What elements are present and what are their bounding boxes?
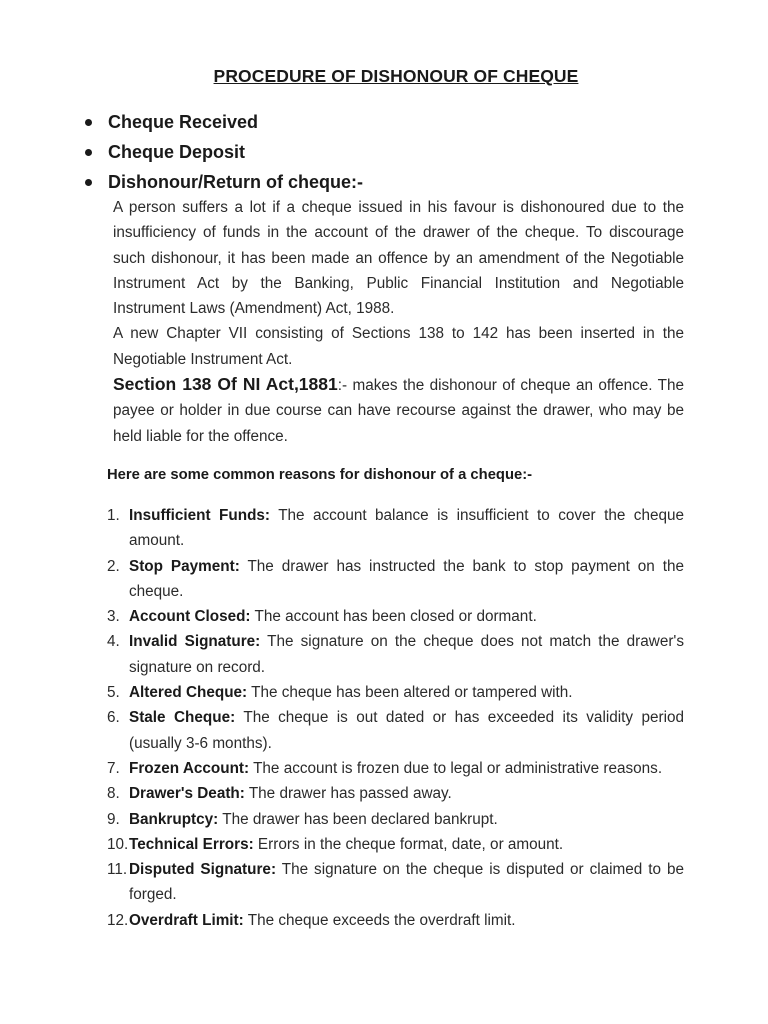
section-paragraph: [113, 372, 684, 449]
item-text: The signature on the cheque is disputed or claimed to be forged.: [129, 861, 684, 904]
item-text: Errors in the cheque format, date, or amount.: [253, 835, 564, 853]
item-term: Frozen Account:: [129, 759, 250, 777]
item-term: Account Closed:: [129, 608, 251, 626]
item-term: Drawer's Death:: [129, 785, 245, 803]
list-item: [107, 680, 684, 705]
list-item: [107, 857, 684, 908]
item-number: 5.: [107, 684, 120, 702]
list-item: [107, 781, 684, 806]
item-number: 12.: [107, 911, 129, 929]
item-text: The drawer has been declared bankrupt.: [218, 810, 498, 828]
item-number: 11.: [107, 861, 128, 879]
list-item: [107, 756, 684, 781]
item-term: Disputed Signature:: [129, 861, 277, 879]
dishonour-description: [113, 195, 684, 449]
item-number: 9.: [107, 810, 120, 828]
bullet-label: Dishonour/Return of cheque:-: [108, 171, 363, 192]
item-term: Stale Cheque:: [129, 709, 236, 727]
item-text: The drawer has instructed the bank to stop payment on the cheque.: [129, 557, 685, 600]
bullet-item: [84, 107, 704, 137]
item-text: The account balance is insufficient to cover the cheque amount.: [129, 507, 684, 550]
list-item: [107, 908, 684, 933]
reasons-heading: Here are some common reasons for dishonour of a cheque:-: [107, 467, 533, 483]
bullet-icon: [85, 179, 92, 186]
procedure-bullet-list: [84, 107, 704, 197]
body-paragraph: A person suffers a lot if a cheque issued in his favour is dishonoured due to the insufficiency of funds in the account of the drawer of the cheque. To discourage such dishonour, it has been made an offence by an amendment of the Negotiable Instrument Act by the Banking, Public Financial Institution and Negotiable Instrument Laws (Amendment) Act, 1988.: [113, 199, 684, 318]
item-number: 6.: [107, 709, 120, 727]
item-text: The account is frozen due to legal or administrative reasons.: [249, 759, 663, 777]
item-number: 3.: [107, 608, 120, 626]
item-term: Invalid Signature:: [129, 633, 261, 651]
reasons-list: [107, 503, 684, 933]
bullet-item: [84, 167, 704, 197]
item-number: 2.: [107, 557, 120, 575]
item-term: Stop Payment:: [129, 557, 240, 575]
item-number: 10.: [107, 835, 129, 853]
page-title: PROCEDURE OF DISHONOUR OF CHEQUE: [213, 66, 579, 86]
bullet-label: Cheque Deposit: [108, 141, 246, 162]
item-number: 1.: [107, 507, 120, 524]
item-number: 7.: [107, 759, 120, 777]
item-term: Bankruptcy:: [129, 810, 219, 828]
item-term: Altered Cheque:: [129, 684, 248, 702]
item-text: The cheque is out dated or has exceeded its validity period (usually 3-6 months).: [129, 709, 684, 752]
item-text: The cheque exceeds the overdraft limit.: [243, 911, 516, 929]
list-item: [107, 705, 684, 756]
item-term: Technical Errors:: [129, 835, 254, 853]
list-item: [107, 832, 684, 857]
item-text: The signature on the cheque does not match the drawer's signature on record.: [129, 633, 684, 676]
item-text: The drawer has passed away.: [244, 785, 452, 803]
bullet-icon: [85, 119, 92, 126]
item-text: The account has been closed or dormant.: [250, 608, 537, 626]
item-number: 4.: [107, 633, 120, 651]
item-number: 8.: [107, 785, 120, 803]
bullet-label: Cheque Received: [108, 111, 259, 132]
section-text: :- makes the dishonour of cheque an offence. The payee or holder in due course can have recourse against the drawer, who may be held liable for the offence.: [113, 377, 684, 445]
section-title: Section 138 Of NI Act,1881: [113, 374, 338, 395]
list-item: [107, 629, 684, 680]
body-paragraph: A new Chapter VII consisting of Sections 138 to 142 has been inserted in the Negotiable Instrument Act.: [113, 325, 684, 368]
item-term: Overdraft Limit:: [129, 911, 244, 929]
bullet-icon: [85, 149, 92, 156]
list-item: [107, 807, 684, 832]
item-text: The cheque has been altered or tampered with.: [247, 684, 573, 702]
list-item: [107, 554, 684, 605]
list-item: [107, 604, 684, 629]
bullet-item: [84, 137, 704, 167]
list-item: [107, 503, 684, 554]
item-term: Insufficient Funds:: [129, 507, 271, 524]
